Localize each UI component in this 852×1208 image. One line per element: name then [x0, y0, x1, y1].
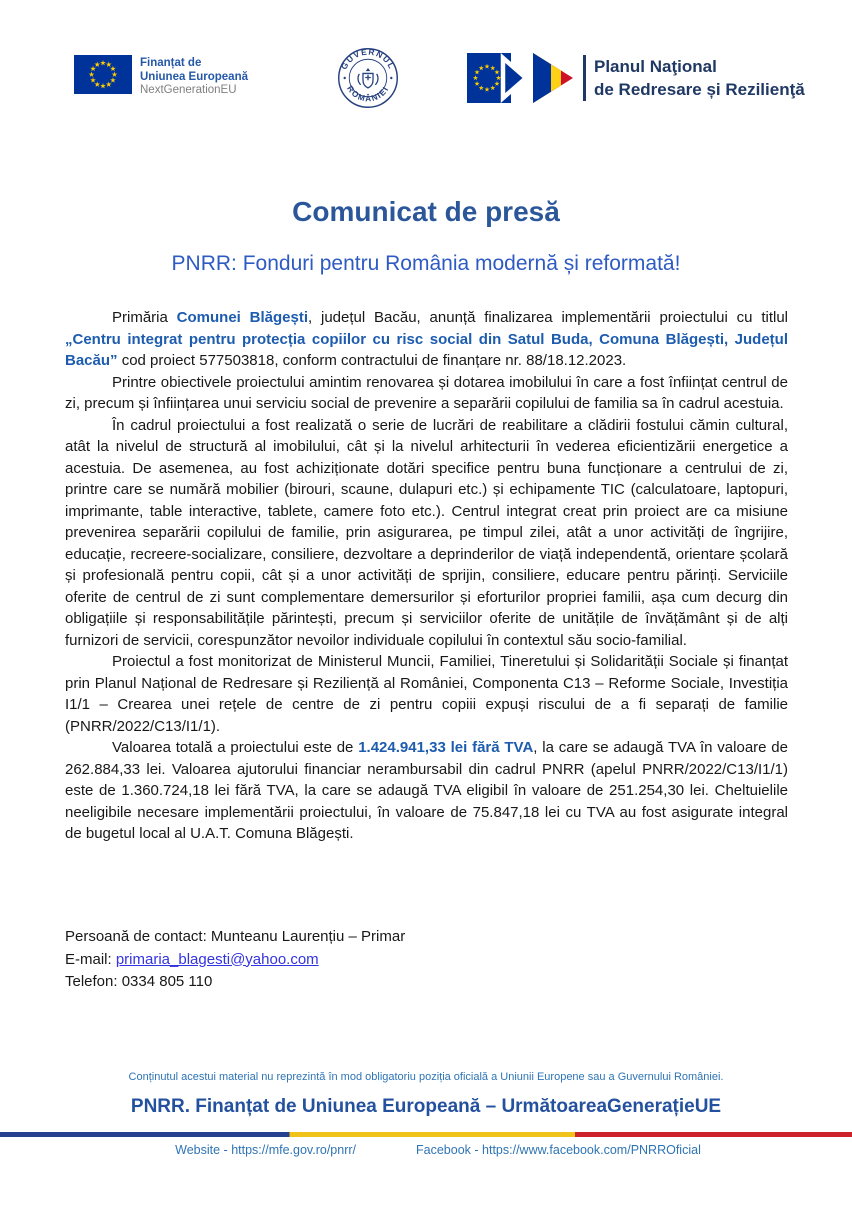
website-link: Website - https://mfe.gov.ro/pnrr/ — [175, 1143, 357, 1157]
contact-person: Persoană de contact: Munteanu Laurențiu – Primar — [65, 928, 406, 945]
body-text — [65, 307, 788, 845]
paragraph-4: Proiectul a fost monitorizat de Ministerul Muncii, Familiei, Tineretului și Solidarității Sociale și finanțat prin Planul Național de Redresare și Reziliență al României, Componenta C13 – Reforme Sociale, Investiția I1/1 – Crearea unei rețele de centre de zi pentru copiii expuși riscului de a fi separați de familie (PNRR/2022/C13/I1/1). — [65, 653, 788, 735]
paragraph-1: Primăria Comunei Blăgești, județul Bacău, anunță finalizarea implementării proiectului cu titlul „Centru integrat pentru protecția copiilor cu risc social din Satul Buda, Comuna Blăgești, Județul Bacău” cod proiect 577503818, conform contractului de finanțare nr. 88/18.12.2023. — [65, 309, 788, 369]
contact-email-row — [65, 949, 405, 972]
facebook-link: Facebook - https://www.facebook.com/PNRROficial — [416, 1143, 701, 1157]
paragraph-3: În cadrul proiectului a fost realizată o serie de lucrări de reabilitare a clădirii fostului cămin cultural, atât la nivelul de structură al imobilului, cât și la nivelul arhitecturii în vederea eficientizării energetice a acestuia. De asemenea, au fost achiziționate dotări specifice pentru buna funcționare a centrului de zi, printre care se numără mobilier (birouri, scaune, dulapuri etc.) și echipamente TIC (calculatoare, laptopuri, imprimante, table interactive, tablete, camere foto etc.). Centrul integrat creat prin proiect are ca misiune prevenirea separării copilului de familie, prin asigurarea, pe timpul zilei, atât a unor activități de îngrijire, educație, recreere-socializare, consiliere, dezvoltare a deprinderilor de viață independentă, orientare școlară și profesională pentru copii, cât și a unor activități de sprijin, consiliere, educare pentru părinți. Serviciile oferite de centrul de zi sunt complementare demersurilor și eforturilor propriei familii, așa cum decurg din obligațiile și responsabilitățile părintești, precum și serviciilor oferite de unitățile de învățământ și de alți furnizori de servicii, corespunzător nevoilor individuale copilului în contextul său socio-familial. — [65, 416, 788, 649]
eu-logo-line2: Uniunea Europeană — [140, 70, 248, 83]
eu-logo-line1: Finanțat de — [140, 57, 202, 69]
contact-block — [65, 926, 405, 994]
pnrr-logo-line2: de Redresare și Rezilienţă — [594, 80, 805, 99]
romanian-government-seal-icon — [336, 46, 400, 115]
romanian-flag-divider — [0, 1132, 852, 1137]
seal-bottom-text: ROMÂNIEI — [345, 84, 391, 104]
contact-phone: Telefon: 0334 805 110 — [65, 973, 213, 990]
footer-heading: PNRR. Finanțat de Uniunea Europeană – UrmătoareaGenerațieUE — [130, 1096, 722, 1117]
pnrr-logo-line1: Planul Naţional — [594, 57, 717, 76]
paragraph-2: Printre obiectivele proiectului amintim renovarea și dotarea imobilului în care a fost înființat centrul de zi, precum și înființarea unui serviciu social de prevenire a separării copilului de familia sa în cadrul acestuia. — [65, 373, 788, 412]
seal-top-text: GUVERNUL — [339, 47, 397, 72]
eu-logo-line3: NextGenerationEU — [140, 84, 237, 96]
eu-logo-text — [140, 57, 248, 98]
email-link[interactable]: primaria_blagesti@yahoo.com — [115, 950, 319, 968]
pnrr-flag-icon — [467, 52, 577, 104]
footer-disclaimer: Conținutul acestui material nu reprezintă în mod obligatoriu poziția oficială a Uniunii Europene sau a Guvernului României. — [128, 1071, 724, 1083]
eu-flag-icon — [74, 55, 132, 94]
paragraph-5: Valoarea totală a proiectului este de 1.424.941,33 lei fără TVA, la care se adaugă TVA în valoare de 262.884,33 lei. Valoarea ajutorului financiar nerambursabil din cadrul PNRR (apelul PNRR/2022/C13/I1/1) este de 1.360.724,18 lei fără TVA, la care se adaugă TVA eligibil în valoare de 251.254,30 lei. Cheltuielile neeligibile necesare implementării proiectului, în valoare de 75.847,18 lei cu TVA au fost asigurate integral de bugetul local al U.A.T. Comuna Blăgești. — [65, 739, 788, 842]
pnrr-logo — [467, 52, 805, 104]
email-label: E-mail: — [65, 950, 116, 968]
pnrr-logo-text — [583, 55, 805, 101]
page-title: Comunicat de presă — [292, 196, 560, 227]
page-subtitle: PNRR: Fonduri pentru România modernă și reformată! — [171, 252, 681, 275]
eu-funding-logo — [74, 55, 248, 98]
footer-links — [12, 1143, 852, 1157]
